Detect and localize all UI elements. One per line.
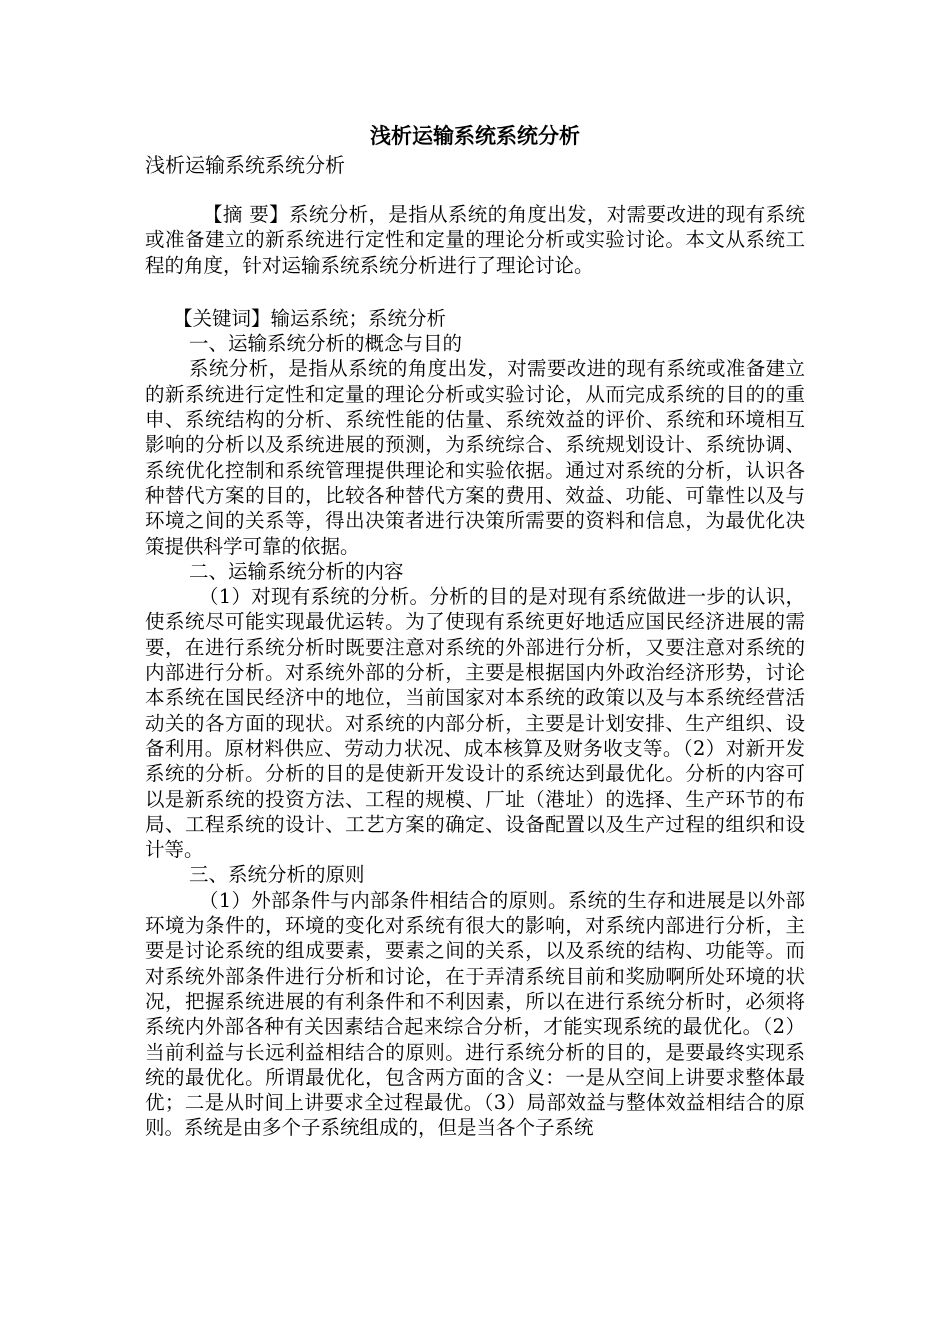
keywords-line: 【关键词】输运系统；系统分析: [173, 306, 447, 330]
section-heading-2: 二、运输系统分析的内容: [189, 559, 404, 583]
document-title: 浅析运输系统系统分析: [370, 124, 580, 148]
section-heading-3: 三、系统分析的原则: [189, 863, 365, 887]
section-paragraph-3: （1）外部条件与内部条件相结合的原则。系统的生存和进展是以外部环境为条件的，环境的变化对系统有很大的影响，对系统内部进行分析，主要是讨论系统的组成要素，要素之间的关系，以及系统的结构、功能等。而对系统外部条件进行分析和讨论，在于弄清系统目前和奖励啊所处环境的状况，把握系统进展的有利条件和不利因素，所以在进行系统分析时，必须将系统内外部各种有关因素结合起来综合分析，才能实现系统的最优化。（2）当前利益与长远利益相结合的原则。进行系统分析的目的，是要最终实现系统的最优化。所谓最优化，包含两方面的含义：一是从空间上讲要求整体最优；二是从时间上讲要求全过程最优。（3）局部效益与整体效益相结合的原则。系统是由多个子系统组成的，但是当各个子系统: [145, 888, 805, 1140]
section-paragraph-2: （1）对现有系统的分析。分析的目的是对现有系统做进一步的认识，使系统尽可能实现最优运转。为了使现有系统更好地适应国民经济进展的需要，在进行系统分析时既要注意对系统的外部进行分析，又要注意对系统的内部进行分析。对系统外部的分析，主要是根据国内外政治经济形势，讨论本系统在国民经济中的地位，当前国家对本系统的政策以及与本系统经营活动关的各方面的现状。对系统的内部分析，主要是计划安排、生产组织、设备利用。原材料供应、劳动力状况、成本核算及财务收支等。（2）对新开发系统的分析。分析的目的是使新开发设计的系统达到最优化。分析的内容可以是新系统的投资方法、工程的规模、厂址（港址）的选择、生产环节的布局、工程系统的设计、工艺方案的确定、设备配置以及生产过程的组织和设计等。: [145, 585, 805, 862]
section-heading-1: 一、运输系统分析的概念与目的: [189, 332, 463, 356]
document-page: [145, 120, 805, 1141]
section-paragraph-1: 系统分析，是指从系统的角度出发，对需要改进的现有系统或准备建立的新系统进行定性和定量的理论分析或实验讨论，从而完成系统的目的的重申、系统结构的分析、系统性能的估量、系统效益的评价、系统和环境相互影响的分析以及系统进展的预测，为系统综合、系统规划设计、系统协调、系统优化控制和系统管理提供理论和实验依据。通过对系统的分析，认识各种替代方案的目的，比较各种替代方案的费用、效益、功能、可靠性以及与环境之间的关系等，得出决策者进行决策所需要的资料和信息，为最优化决策提供科学可靠的依据。: [145, 357, 805, 558]
abstract-paragraph: 【摘 要】系统分析，是指从系统的角度出发，对需要改进的现有系统或准备建立的新系统进行定性和定量的理论分析或实验讨论。本文从系统工程的角度，针对运输系统系统分析进行了理论讨论。: [145, 203, 805, 277]
document-subtitle: 浅析运输系统系统分析: [145, 153, 345, 177]
